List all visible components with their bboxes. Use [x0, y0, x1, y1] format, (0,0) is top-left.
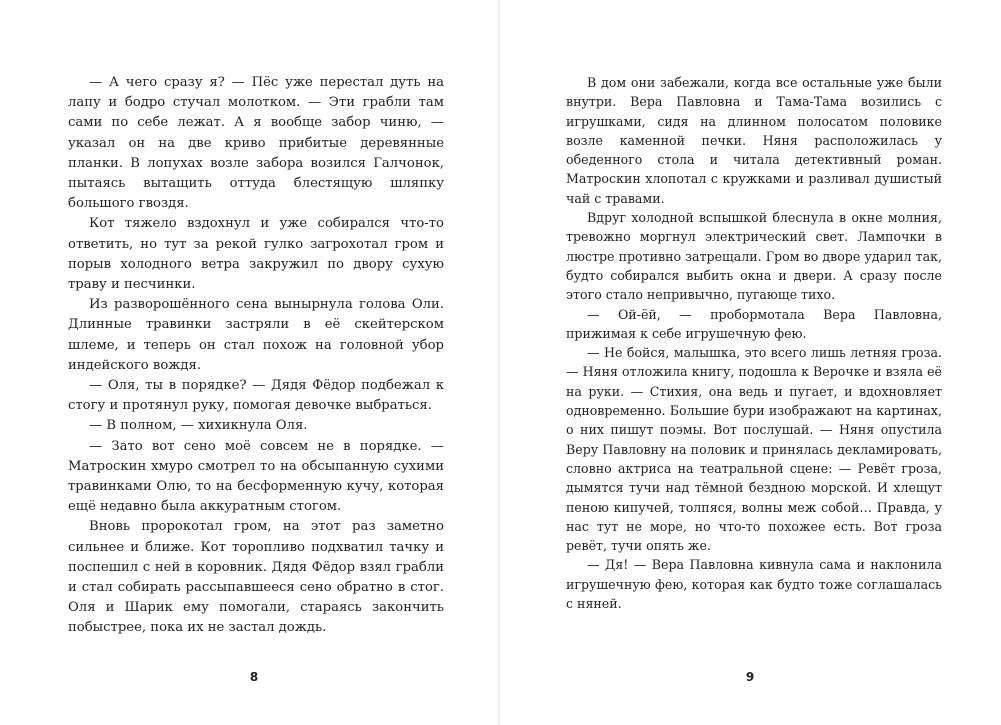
right-page-text	[566, 73, 942, 613]
paragraph: — Ой-ёй, — пробормотала Вера Павловна, прижимая к себе игрушечную фею.	[566, 306, 942, 341]
paragraph: Из разворошённого сена вынырнула голова Оли. Длинные травинки застряли в её скейтерском шлеме, и теперь он стал похож на головной убор индейского вождя.	[68, 297, 444, 373]
paragraph: — Дя! — Вера Павловна кивнула сама и наклонила игрушечную фею, которая как будто тоже соглашалась с няней.	[566, 557, 942, 612]
left-page	[0, 0, 500, 725]
page-number-left: 8	[249, 670, 259, 684]
page-number-right: 9	[745, 670, 755, 684]
paragraph: В дом они забежали, когда все остальные уже были внутри. Вера Павловна и Тама-Тама возились с игрушками, сидя на длинном полосатом половике возле каменной печки. Няня расположилась у обеденного стола и читала детективный роман. Матроскин хлопотал с кружками и разливал душистый чай с травами.	[566, 75, 942, 206]
paragraph: — В полном, — хихикнула Оля.	[89, 418, 308, 434]
paragraph: — Зато вот сено моё совсем не в порядке. — Матроскин хмуро смотрел то на обсыпанную сухими травинками Олю, то на бесформенную кучу, которая ещё недавно была аккуратным стогом.	[68, 438, 444, 515]
right-page	[500, 0, 1001, 725]
paragraph: Вдруг холодной вспышкой блеснула в окне молния, тревожно моргнул электрический свет. Лампочки в люстре противно затрещали. Гром во дворе ударил так, будто собирался выбить окна и двери. А сразу после этого стало непривычно, пугающе тихо.	[566, 210, 942, 303]
paragraph: — Не бойся, малышка, это всего лишь летняя гроза. — Няня отложила книгу, подошла к Верочке и взяла её на руки. — Стихия, она ведь и пугает, и вдохновляет одновременно. Большие бури изображают на картинах, о них пишут поэмы. Вот послушай. — Няня опустила Веру Павловну на половик и принялась декламировать, словно актриса на театральной сцене: — Ревёт гроза, дымятся тучи над тёмной бездною морской. И хлещут пеною кипучей, толпяся, волны меж собой… Правда, у нас тут не море, но что-то похожее есть. Вот гроза ревёт, тучи опять же.	[566, 345, 942, 554]
paragraph: Кот тяжело вздохнул и уже собирался что-то ответить, но тут за рекой гулко загрохотал гром и порыв холодного ветра закружил по двору сухую траву и песчинки.	[68, 216, 444, 293]
left-page-text	[68, 73, 444, 639]
paragraph: Вновь пророкотал гром, на этот раз заметно сильнее и ближе. Кот торопливо подхватил тачку и поспешил с ней в коровник. Дядя Фёдор взял грабли и стал собирать рассыпавшееся сено обратно в стог. Оля и Шарик ему помогали, стараясь закончить побыстрее, пока их не застал дождь.	[68, 519, 444, 636]
paragraph: — А чего сразу я? — Пёс уже перестал дуть на лапу и бодро стучал молотком. — Эти грабли там сами по себе лежат. А я вообще забор чиню, — указал он на две криво прибитые деревянные планки. В лопухах возле забора возился Галчонок, пытаясь вытащить оттуда блестящую шляпку большого гвоздя.	[68, 75, 444, 212]
paragraph: — Оля, ты в порядке? — Дядя Фёдор подбежал к стогу и протянул руку, помогая девочке выбраться.	[68, 378, 444, 414]
